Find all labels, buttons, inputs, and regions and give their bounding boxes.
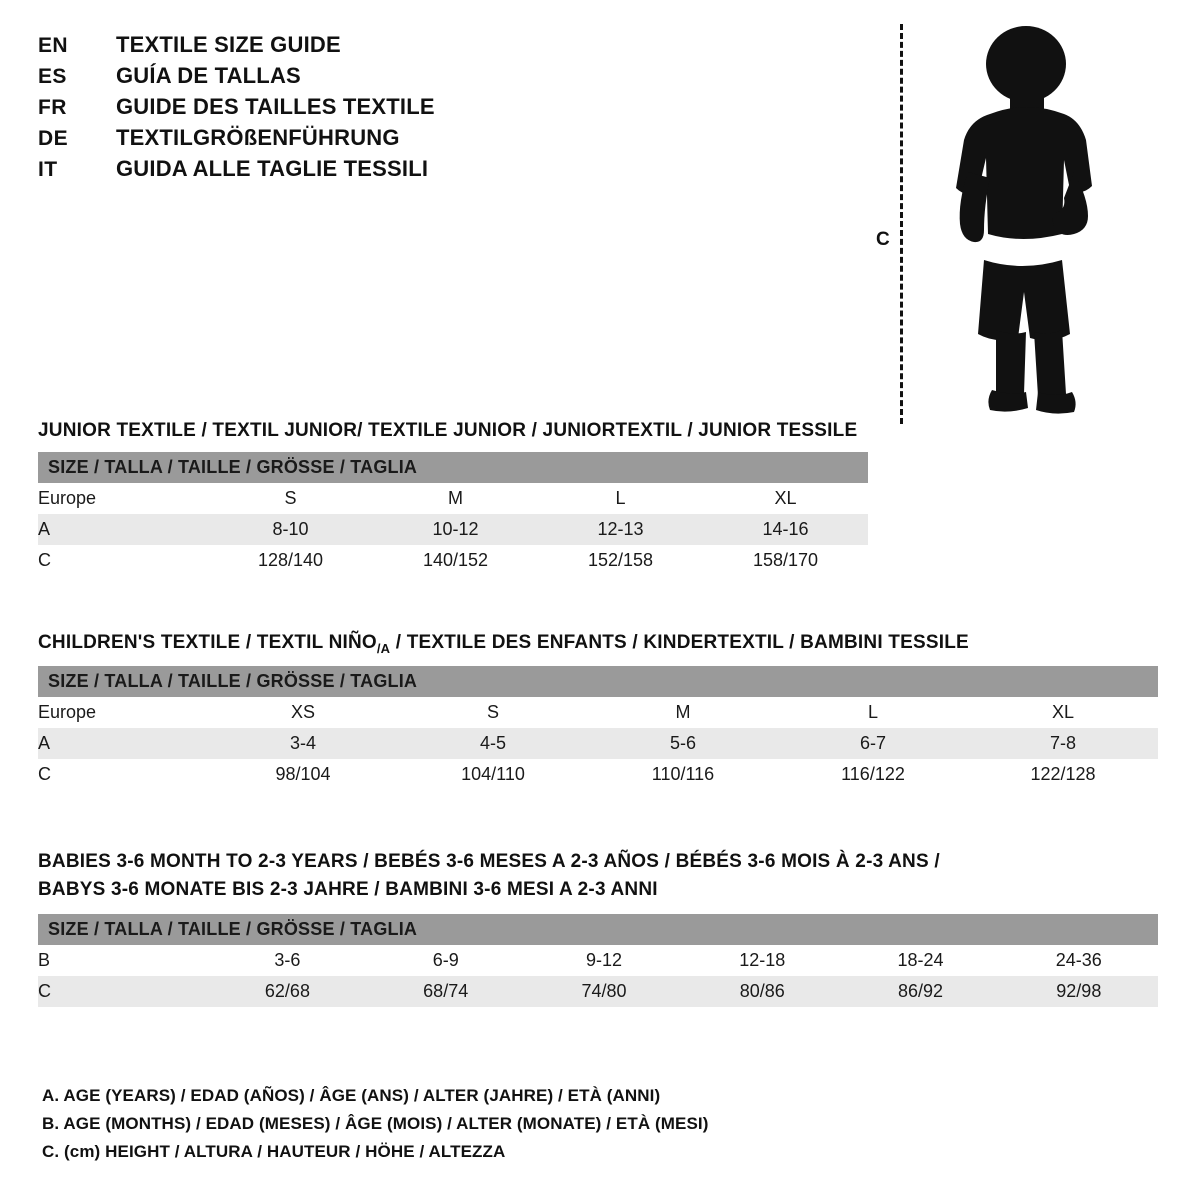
table-row <box>38 759 1158 790</box>
table-header-row <box>38 452 868 483</box>
section-title-pre: CHILDREN'S TEXTILE / TEXTIL NIÑO <box>38 632 377 653</box>
table-header-label: SIZE / TALLA / TAILLE / GRÖSSE / TAGLIA <box>38 452 868 483</box>
table-cell: M <box>373 483 538 514</box>
table-header-label: SIZE / TALLA / TAILLE / GRÖSSE / TAGLIA <box>38 666 1158 697</box>
table-header-row <box>38 914 1158 945</box>
table-cell: 104/110 <box>398 759 588 790</box>
table-cell: 140/152 <box>373 545 538 576</box>
table-cell: 98/104 <box>208 759 398 790</box>
table-row <box>38 728 1158 759</box>
section-title: JUNIOR TEXTILE / TEXTIL JUNIOR/ TEXTILE JUNIOR / JUNIORTEXTIL / JUNIOR TESSILE <box>38 420 858 441</box>
section-title-sub: /A <box>376 640 391 656</box>
table-cell: 80/86 <box>683 976 841 1007</box>
table-cell: 152/158 <box>538 545 703 576</box>
legend-block <box>42 1082 862 1166</box>
legend-line-c: C. (cm) HEIGHT / ALTURA / HAUTEUR / HÖHE / ALTEZZA <box>42 1142 506 1161</box>
language-row <box>38 125 598 156</box>
language-title: GUÍA DE TALLAS <box>116 63 301 88</box>
row-label: C <box>38 976 208 1007</box>
section-title-line1: BABIES 3-6 MONTH TO 2-3 YEARS / BEBÉS 3-6 MESES A 2-3 AÑOS / BÉBÉS 3-6 MOIS À 2-3 ANS / <box>38 851 940 872</box>
language-code: IT <box>38 158 58 181</box>
table-cell: 8-10 <box>208 514 373 545</box>
table-cell: 158/170 <box>703 545 868 576</box>
table-cell: S <box>208 483 373 514</box>
measure-dashed-line <box>900 24 903 424</box>
height-measure-figure <box>876 14 1142 424</box>
table-cell: 18-24 <box>841 945 999 976</box>
table-cell: 5-6 <box>588 728 778 759</box>
language-title: GUIDA ALLE TAGLIE TESSILI <box>116 156 429 181</box>
table-cell: 116/122 <box>778 759 968 790</box>
language-code: FR <box>38 96 67 119</box>
language-title: TEXTILGRÖßENFÜHRUNG <box>116 125 400 150</box>
table-cell: 86/92 <box>841 976 999 1007</box>
babies-size-table <box>38 914 1158 1007</box>
children-size-table <box>38 666 1158 790</box>
table-row <box>38 945 1158 976</box>
row-label: C <box>38 545 208 576</box>
table-header-label: SIZE / TALLA / TAILLE / GRÖSSE / TAGLIA <box>38 914 1158 945</box>
table-cell: 6-7 <box>778 728 968 759</box>
legend-line-a: A. AGE (YEARS) / EDAD (AÑOS) / ÂGE (ANS) / ALTER (JAHRE) / ETÀ (ANNI) <box>42 1086 661 1105</box>
section-junior-textile <box>38 420 868 576</box>
language-title: GUIDE DES TAILLES TEXTILE <box>116 94 435 119</box>
table-cell: S <box>398 697 588 728</box>
table-cell: M <box>588 697 778 728</box>
row-label: Europe <box>38 483 208 514</box>
table-header-row <box>38 666 1158 697</box>
table-cell: 128/140 <box>208 545 373 576</box>
section-title <box>38 848 1158 904</box>
language-title-block <box>38 32 598 187</box>
table-row <box>38 697 1158 728</box>
child-silhouette-icon <box>922 22 1122 422</box>
language-code: EN <box>38 34 68 57</box>
table-cell: 24-36 <box>1000 945 1158 976</box>
table-row <box>38 545 868 576</box>
table-cell: XL <box>968 697 1158 728</box>
language-row <box>38 156 598 187</box>
table-cell: 3-6 <box>208 945 366 976</box>
table-row <box>38 976 1158 1007</box>
section-babies-textile <box>38 848 1158 1007</box>
language-row <box>38 94 598 125</box>
section-title <box>38 632 1158 656</box>
language-code: ES <box>38 65 67 88</box>
language-title: TEXTILE SIZE GUIDE <box>116 32 341 57</box>
language-code: DE <box>38 127 68 150</box>
table-row <box>38 514 868 545</box>
row-label: Europe <box>38 697 208 728</box>
row-label: A <box>38 728 208 759</box>
table-cell: XL <box>703 483 868 514</box>
section-title-post: / TEXTILE DES ENFANTS / KINDERTEXTIL / BAMBINI TESSILE <box>390 632 969 653</box>
table-cell: 68/74 <box>367 976 525 1007</box>
table-cell: 12-13 <box>538 514 703 545</box>
table-cell: 3-4 <box>208 728 398 759</box>
row-label: A <box>38 514 208 545</box>
legend-line-b: B. AGE (MONTHS) / EDAD (MESES) / ÂGE (MOIS) / ALTER (MONATE) / ETÀ (MESI) <box>42 1114 709 1133</box>
table-cell: XS <box>208 697 398 728</box>
table-cell: 74/80 <box>525 976 683 1007</box>
section-children-textile <box>38 632 1158 790</box>
table-cell: 7-8 <box>968 728 1158 759</box>
language-row <box>38 32 598 63</box>
junior-size-table <box>38 452 868 576</box>
table-cell: 62/68 <box>208 976 366 1007</box>
table-cell: 110/116 <box>588 759 778 790</box>
table-cell: 10-12 <box>373 514 538 545</box>
table-cell: 6-9 <box>367 945 525 976</box>
section-title-line2: BABYS 3-6 MONATE BIS 2-3 JAHRE / BAMBINI 3-6 MESI A 2-3 ANNI <box>38 879 658 900</box>
table-cell: 12-18 <box>683 945 841 976</box>
table-cell: 9-12 <box>525 945 683 976</box>
table-row <box>38 483 868 514</box>
table-cell: 14-16 <box>703 514 868 545</box>
table-cell: L <box>778 697 968 728</box>
measure-label-c: C <box>876 229 890 250</box>
table-cell: 92/98 <box>1000 976 1158 1007</box>
row-label: C <box>38 759 208 790</box>
table-cell: 122/128 <box>968 759 1158 790</box>
language-row <box>38 63 598 94</box>
table-cell: L <box>538 483 703 514</box>
table-cell: 4-5 <box>398 728 588 759</box>
row-label: B <box>38 945 208 976</box>
